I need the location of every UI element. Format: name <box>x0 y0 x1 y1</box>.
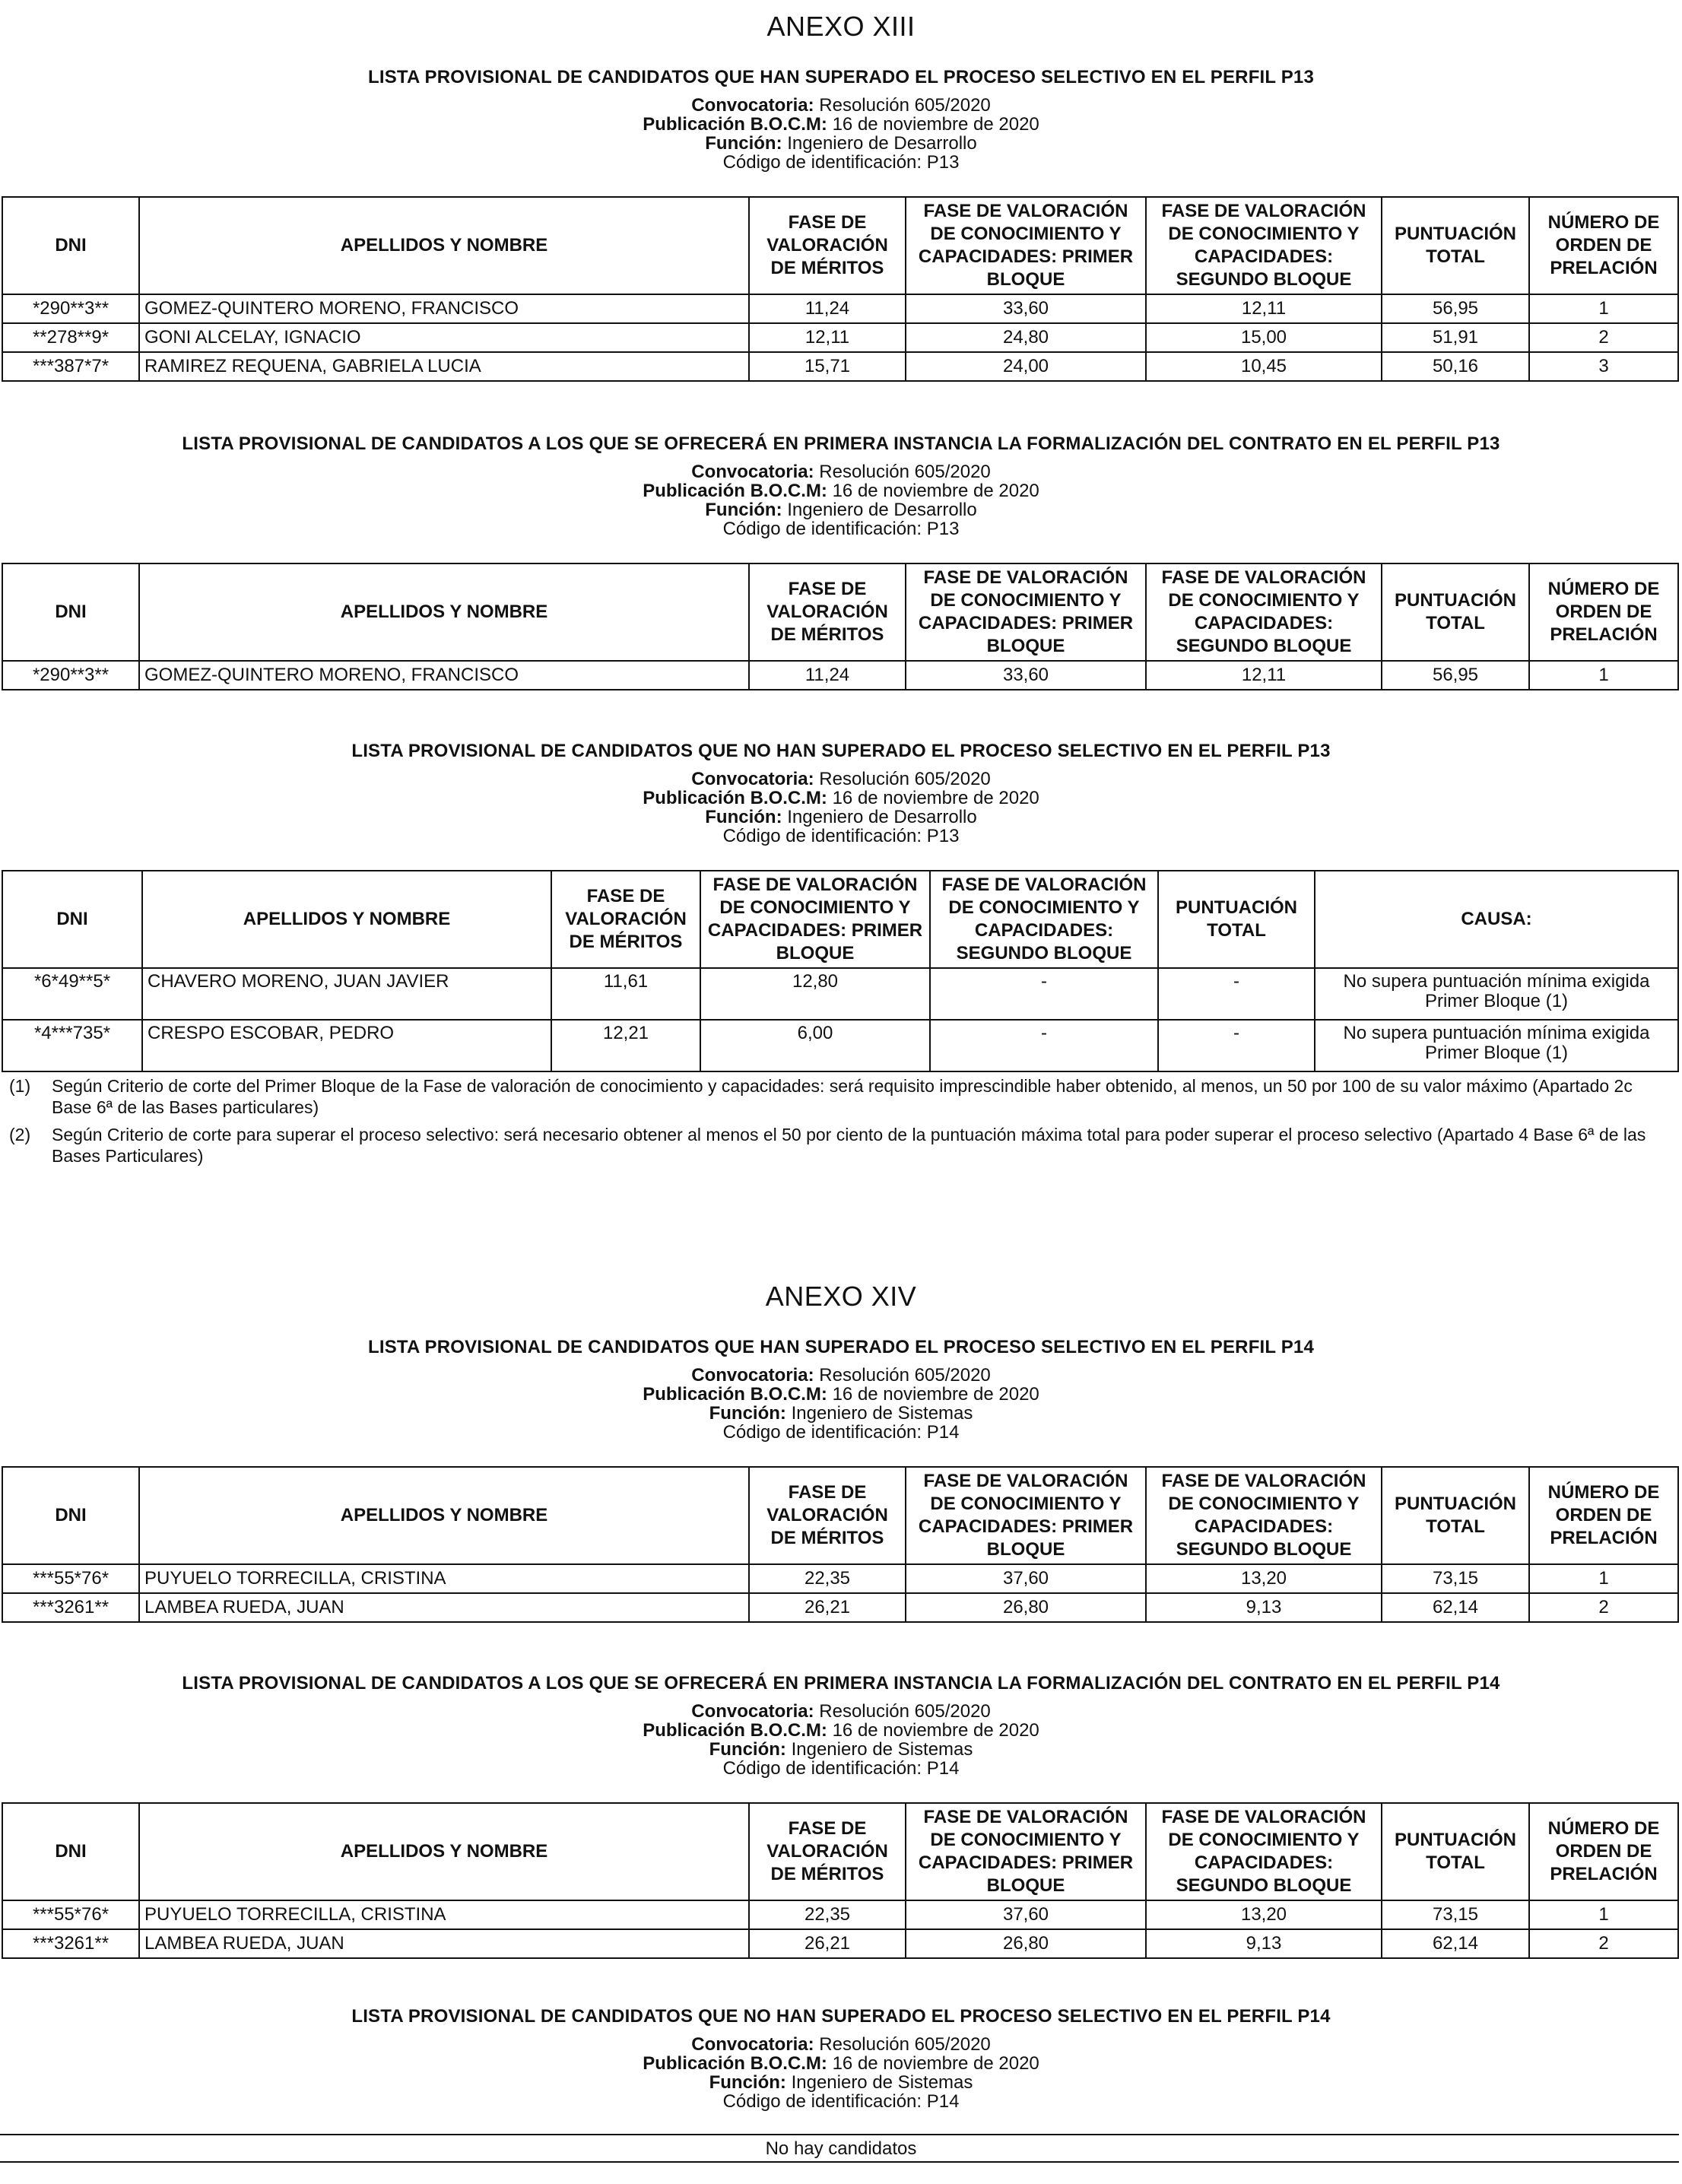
publicacion-value: 16 de noviembre de 2020 <box>827 114 1039 135</box>
cell-orden: 1 <box>1529 1900 1678 1929</box>
cell-total: 73,15 <box>1382 1564 1529 1593</box>
offered-p13-meta <box>0 462 1682 538</box>
funcion-value: Ingeniero de Desarrollo <box>782 807 977 827</box>
footnotes <box>9 1075 1671 1167</box>
cell-total: 56,95 <box>1382 661 1529 690</box>
funcion-value: Ingeniero de Desarrollo <box>782 500 977 520</box>
failed-p14-title: LISTA PROVISIONAL DE CANDIDATOS QUE NO HAN SUPERADO EL PROCESO SELECTIVO EN EL PERFIL P14 <box>351 2006 1331 2027</box>
header-apellidos: APELLIDOS Y NOMBRE <box>139 1803 749 1900</box>
cell-total: - <box>1158 968 1315 1020</box>
cell-total: 51,91 <box>1382 323 1529 352</box>
funcion-label: Función: <box>709 1739 786 1760</box>
cell-total: 73,15 <box>1382 1900 1529 1929</box>
passed-p14-meta <box>0 1366 1682 1442</box>
cell-total: 62,14 <box>1382 1593 1529 1622</box>
cell-primer: 6,00 <box>700 1020 930 1071</box>
publicacion-label: Publicación B.O.C.M: <box>643 2053 827 2074</box>
cell-total: - <box>1158 1020 1315 1071</box>
cell-orden: 1 <box>1529 661 1678 690</box>
failed-p14-meta <box>0 2035 1682 2111</box>
cell-name: RAMIREZ REQUENA, GABRIELA LUCIA <box>139 352 749 381</box>
convocatoria-value: Resolución 605/2020 <box>814 769 991 789</box>
funcion-label: Función: <box>705 500 782 520</box>
header-apellidos: APELLIDOS Y NOMBRE <box>139 563 749 661</box>
cell-segundo: - <box>930 1020 1158 1071</box>
failed-p13-title: LISTA PROVISIONAL DE CANDIDATOS QUE NO HAN SUPERADO EL PROCESO SELECTIVO EN EL PERFIL P13 <box>351 741 1331 761</box>
header-orden: NÚMERO DE ORDEN DE PRELACIÓN <box>1529 1803 1678 1900</box>
offered-p13-title: LISTA PROVISIONAL DE CANDIDATOS A LOS QUE SE OFRECERÁ EN PRIMERA INSTANCIA LA FORMALIZACIÓN DEL CONTRATO EN EL PERFIL P13 <box>182 433 1500 454</box>
table-header-row <box>2 197 1678 294</box>
cell-primer: 24,80 <box>906 323 1146 352</box>
cell-primer: 37,60 <box>906 1900 1146 1929</box>
offered-p14-meta <box>0 1702 1682 1778</box>
header-puntuacion: PUNTUACIÓN TOTAL <box>1382 197 1529 294</box>
cell-segundo: 10,45 <box>1146 352 1382 381</box>
passed-p14-table <box>2 1466 1679 1623</box>
annex-xiii-title: ANEXO XIII <box>766 11 916 42</box>
header-meritos: FASE DE VALORACIÓN DE MÉRITOS <box>749 197 906 294</box>
cell-dni: ***55*76* <box>2 1564 139 1593</box>
codigo-identificacion: Código de identificación: P13 <box>722 519 960 539</box>
cell-meritos: 11,24 <box>749 661 906 690</box>
publicacion-value: 16 de noviembre de 2020 <box>827 2053 1039 2074</box>
publicacion-value: 16 de noviembre de 2020 <box>827 788 1039 808</box>
funcion-label: Función: <box>709 1403 786 1424</box>
footnote-number: (2) <box>9 1125 31 1144</box>
table-header-row <box>2 1803 1678 1900</box>
footnote-2 <box>9 1124 1671 1167</box>
cell-orden: 1 <box>1529 1564 1678 1593</box>
cell-orden: 1 <box>1529 294 1678 323</box>
cell-primer: 24,00 <box>906 352 1146 381</box>
header-primer-bloque: FASE DE VALORACIÓN DE CONOCIMIENTO Y CAPACIDADES: PRIMER BLOQUE <box>906 563 1146 661</box>
convocatoria-label: Convocatoria: <box>691 462 814 482</box>
convocatoria-value: Resolución 605/2020 <box>814 1701 991 1722</box>
header-segundo-bloque: FASE DE VALORACIÓN DE CONOCIMIENTO Y CAPACIDADES: SEGUNDO BLOQUE <box>1146 1467 1382 1564</box>
header-dni: DNI <box>2 871 142 968</box>
header-segundo-bloque: FASE DE VALORACIÓN DE CONOCIMIENTO Y CAPACIDADES: SEGUNDO BLOQUE <box>1146 1803 1382 1900</box>
header-puntuacion: PUNTUACIÓN TOTAL <box>1382 1467 1529 1564</box>
header-dni: DNI <box>2 563 139 661</box>
table-row <box>2 1900 1678 1929</box>
convocatoria-value: Resolución 605/2020 <box>814 462 991 482</box>
header-meritos: FASE DE VALORACIÓN DE MÉRITOS <box>749 1467 906 1564</box>
cell-meritos: 26,21 <box>749 1929 906 1958</box>
cell-orden: 2 <box>1529 1929 1678 1958</box>
cell-meritos: 12,11 <box>749 323 906 352</box>
cell-name: LAMBEA RUEDA, JUAN <box>139 1929 749 1958</box>
cell-segundo: 15,00 <box>1146 323 1382 352</box>
table-row <box>2 352 1678 381</box>
offered-p14-table <box>2 1802 1679 1959</box>
publicacion-label: Publicación B.O.C.M: <box>643 114 827 135</box>
header-segundo-bloque: FASE DE VALORACIÓN DE CONOCIMIENTO Y CAPACIDADES: SEGUNDO BLOQUE <box>1146 197 1382 294</box>
cell-dni: *6*49**5* <box>2 968 142 1020</box>
cell-name: LAMBEA RUEDA, JUAN <box>139 1593 749 1622</box>
header-dni: DNI <box>2 1803 139 1900</box>
table-header-row <box>2 563 1678 661</box>
offered-p14-title: LISTA PROVISIONAL DE CANDIDATOS A LOS QUE SE OFRECERÁ EN PRIMERA INSTANCIA LA FORMALIZACIÓN DEL CONTRATO EN EL PERFIL P14 <box>182 1673 1500 1694</box>
cell-total: 56,95 <box>1382 294 1529 323</box>
header-orden: NÚMERO DE ORDEN DE PRELACIÓN <box>1529 197 1678 294</box>
convocatoria-value: Resolución 605/2020 <box>814 1365 991 1386</box>
header-dni: DNI <box>2 197 139 294</box>
divider-bottom <box>0 2161 1679 2163</box>
cell-primer: 33,60 <box>906 661 1146 690</box>
cell-dni: *290**3** <box>2 661 139 690</box>
cell-dni: *4***735* <box>2 1020 142 1071</box>
failed-p13-meta <box>0 770 1682 846</box>
table-row <box>2 1929 1678 1958</box>
cell-segundo: 9,13 <box>1146 1929 1382 1958</box>
convocatoria-label: Convocatoria: <box>691 2034 814 2055</box>
funcion-value: Ingeniero de Desarrollo <box>782 133 977 154</box>
header-puntuacion: PUNTUACIÓN TOTAL <box>1382 563 1529 661</box>
cell-name: PUYUELO TORRECILLA, CRISTINA <box>139 1564 749 1593</box>
funcion-value: Ingeniero de Sistemas <box>785 2072 973 2093</box>
passed-p13-meta <box>0 96 1682 172</box>
cell-segundo: 13,20 <box>1146 1900 1382 1929</box>
codigo-identificacion: Código de identificación: P14 <box>722 2091 960 2112</box>
cell-segundo: 12,11 <box>1146 661 1382 690</box>
cell-meritos: 12,21 <box>551 1020 700 1071</box>
divider-top <box>0 2134 1679 2135</box>
publicacion-label: Publicación B.O.C.M: <box>643 1720 827 1741</box>
header-primer-bloque: FASE DE VALORACIÓN DE CONOCIMIENTO Y CAPACIDADES: PRIMER BLOQUE <box>700 871 930 968</box>
cell-meritos: 11,24 <box>749 294 906 323</box>
header-segundo-bloque: FASE DE VALORACIÓN DE CONOCIMIENTO Y CAPACIDADES: SEGUNDO BLOQUE <box>1146 563 1382 661</box>
header-primer-bloque: FASE DE VALORACIÓN DE CONOCIMIENTO Y CAPACIDADES: PRIMER BLOQUE <box>906 1467 1146 1564</box>
cell-orden: 3 <box>1529 352 1678 381</box>
cell-primer: 26,80 <box>906 1929 1146 1958</box>
cell-causa: No supera puntuación mínima exigida Primer Bloque (1) <box>1315 1020 1678 1071</box>
table-row <box>2 1564 1678 1593</box>
codigo-identificacion: Código de identificación: P14 <box>722 1758 960 1779</box>
table-row <box>2 1593 1678 1622</box>
codigo-identificacion: Código de identificación: P14 <box>722 1422 960 1443</box>
cell-primer: 12,80 <box>700 968 930 1020</box>
header-orden: NÚMERO DE ORDEN DE PRELACIÓN <box>1529 1467 1678 1564</box>
footnote-text: Según Criterio de corte del Primer Bloque de la Fase de valoración de conocimiento y capacidades: será requisito imprescindible haber obtenido, al menos, un 50 por 100 de su valor máximo (Apartado 2c Base 6ª de las Bases particulares) <box>52 1076 1633 1117</box>
cell-name: GONI ALCELAY, IGNACIO <box>139 323 749 352</box>
cell-dni: ***387*7* <box>2 352 139 381</box>
header-meritos: FASE DE VALORACIÓN DE MÉRITOS <box>551 871 700 968</box>
cell-name: GOMEZ-QUINTERO MORENO, FRANCISCO <box>139 294 749 323</box>
header-meritos: FASE DE VALORACIÓN DE MÉRITOS <box>749 1803 906 1900</box>
cell-name: PUYUELO TORRECILLA, CRISTINA <box>139 1900 749 1929</box>
table-header-row <box>2 1467 1678 1564</box>
codigo-identificacion: Código de identificación: P13 <box>722 826 960 846</box>
cell-dni: **278**9* <box>2 323 139 352</box>
cell-meritos: 22,35 <box>749 1900 906 1929</box>
cell-causa: No supera puntuación mínima exigida Primer Bloque (1) <box>1315 968 1678 1020</box>
table-row <box>2 968 1678 1020</box>
convocatoria-value: Resolución 605/2020 <box>814 2034 991 2055</box>
cell-segundo: - <box>930 968 1158 1020</box>
cell-total: 50,16 <box>1382 352 1529 381</box>
cell-dni: *290**3** <box>2 294 139 323</box>
cell-total: 62,14 <box>1382 1929 1529 1958</box>
offered-p13-table <box>2 563 1679 690</box>
funcion-label: Función: <box>709 2072 786 2093</box>
publicacion-value: 16 de noviembre de 2020 <box>827 1720 1039 1741</box>
header-meritos: FASE DE VALORACIÓN DE MÉRITOS <box>749 563 906 661</box>
table-row <box>2 1020 1678 1071</box>
funcion-value: Ingeniero de Sistemas <box>785 1739 973 1760</box>
failed-p13-table <box>2 870 1679 1072</box>
cell-name: CHAVERO MORENO, JUAN JAVIER <box>142 968 551 1020</box>
header-primer-bloque: FASE DE VALORACIÓN DE CONOCIMIENTO Y CAPACIDADES: PRIMER BLOQUE <box>906 1803 1146 1900</box>
cell-dni: ***55*76* <box>2 1900 139 1929</box>
cell-meritos: 22,35 <box>749 1564 906 1593</box>
cell-orden: 2 <box>1529 1593 1678 1622</box>
publicacion-label: Publicación B.O.C.M: <box>643 481 827 501</box>
cell-primer: 33,60 <box>906 294 1146 323</box>
header-apellidos: APELLIDOS Y NOMBRE <box>139 1467 749 1564</box>
codigo-identificacion: Código de identificación: P13 <box>722 152 960 173</box>
header-segundo-bloque: FASE DE VALORACIÓN DE CONOCIMIENTO Y CAPACIDADES: SEGUNDO BLOQUE <box>930 871 1158 968</box>
cell-meritos: 11,61 <box>551 968 700 1020</box>
passed-p13-table <box>2 196 1679 382</box>
funcion-label: Función: <box>705 133 782 154</box>
header-apellidos: APELLIDOS Y NOMBRE <box>139 197 749 294</box>
convocatoria-label: Convocatoria: <box>691 769 814 789</box>
header-puntuacion: PUNTUACIÓN TOTAL <box>1382 1803 1529 1900</box>
table-row <box>2 294 1678 323</box>
header-causa: CAUSA: <box>1315 871 1678 968</box>
annex-xiv-title: ANEXO XIV <box>765 1281 917 1312</box>
no-candidates-text: No hay candidatos <box>765 2138 917 2159</box>
cell-name: GOMEZ-QUINTERO MORENO, FRANCISCO <box>139 661 749 690</box>
convocatoria-label: Convocatoria: <box>691 95 814 116</box>
header-apellidos: APELLIDOS Y NOMBRE <box>142 871 551 968</box>
cell-primer: 26,80 <box>906 1593 1146 1622</box>
cell-orden: 2 <box>1529 323 1678 352</box>
header-puntuacion: PUNTUACIÓN TOTAL <box>1158 871 1315 968</box>
cell-segundo: 12,11 <box>1146 294 1382 323</box>
convocatoria-value: Resolución 605/2020 <box>814 95 991 116</box>
publicacion-value: 16 de noviembre de 2020 <box>827 481 1039 501</box>
header-orden: NÚMERO DE ORDEN DE PRELACIÓN <box>1529 563 1678 661</box>
table-row <box>2 323 1678 352</box>
footnote-text: Según Criterio de corte para superar el proceso selectivo: será necesario obtener al menos el 50 por ciento de la puntuación máxima total para poder superar el proceso selectivo (Apartado 4 Base 6ª de las Bases Particulares) <box>52 1125 1646 1166</box>
cell-segundo: 13,20 <box>1146 1564 1382 1593</box>
passed-p13-title: LISTA PROVISIONAL DE CANDIDATOS QUE HAN SUPERADO EL PROCESO SELECTIVO EN EL PERFIL P13 <box>367 67 1315 87</box>
convocatoria-label: Convocatoria: <box>691 1365 814 1386</box>
footnote-1 <box>9 1075 1671 1118</box>
cell-name: CRESPO ESCOBAR, PEDRO <box>142 1020 551 1071</box>
cell-meritos: 15,71 <box>749 352 906 381</box>
funcion-label: Función: <box>705 807 782 827</box>
table-row <box>2 661 1678 690</box>
cell-dni: ***3261** <box>2 1929 139 1958</box>
publicacion-label: Publicación B.O.C.M: <box>643 1384 827 1405</box>
convocatoria-label: Convocatoria: <box>691 1701 814 1722</box>
header-dni: DNI <box>2 1467 139 1564</box>
cell-dni: ***3261** <box>2 1593 139 1622</box>
publicacion-value: 16 de noviembre de 2020 <box>827 1384 1039 1405</box>
funcion-value: Ingeniero de Sistemas <box>785 1403 973 1424</box>
header-primer-bloque: FASE DE VALORACIÓN DE CONOCIMIENTO Y CAPACIDADES: PRIMER BLOQUE <box>906 197 1146 294</box>
table-header-row <box>2 871 1678 968</box>
footnote-number: (1) <box>9 1076 31 1096</box>
cell-primer: 37,60 <box>906 1564 1146 1593</box>
publicacion-label: Publicación B.O.C.M: <box>643 788 827 808</box>
cell-segundo: 9,13 <box>1146 1593 1382 1622</box>
cell-meritos: 26,21 <box>749 1593 906 1622</box>
passed-p14-title: LISTA PROVISIONAL DE CANDIDATOS QUE HAN SUPERADO EL PROCESO SELECTIVO EN EL PERFIL P14 <box>367 1337 1315 1357</box>
